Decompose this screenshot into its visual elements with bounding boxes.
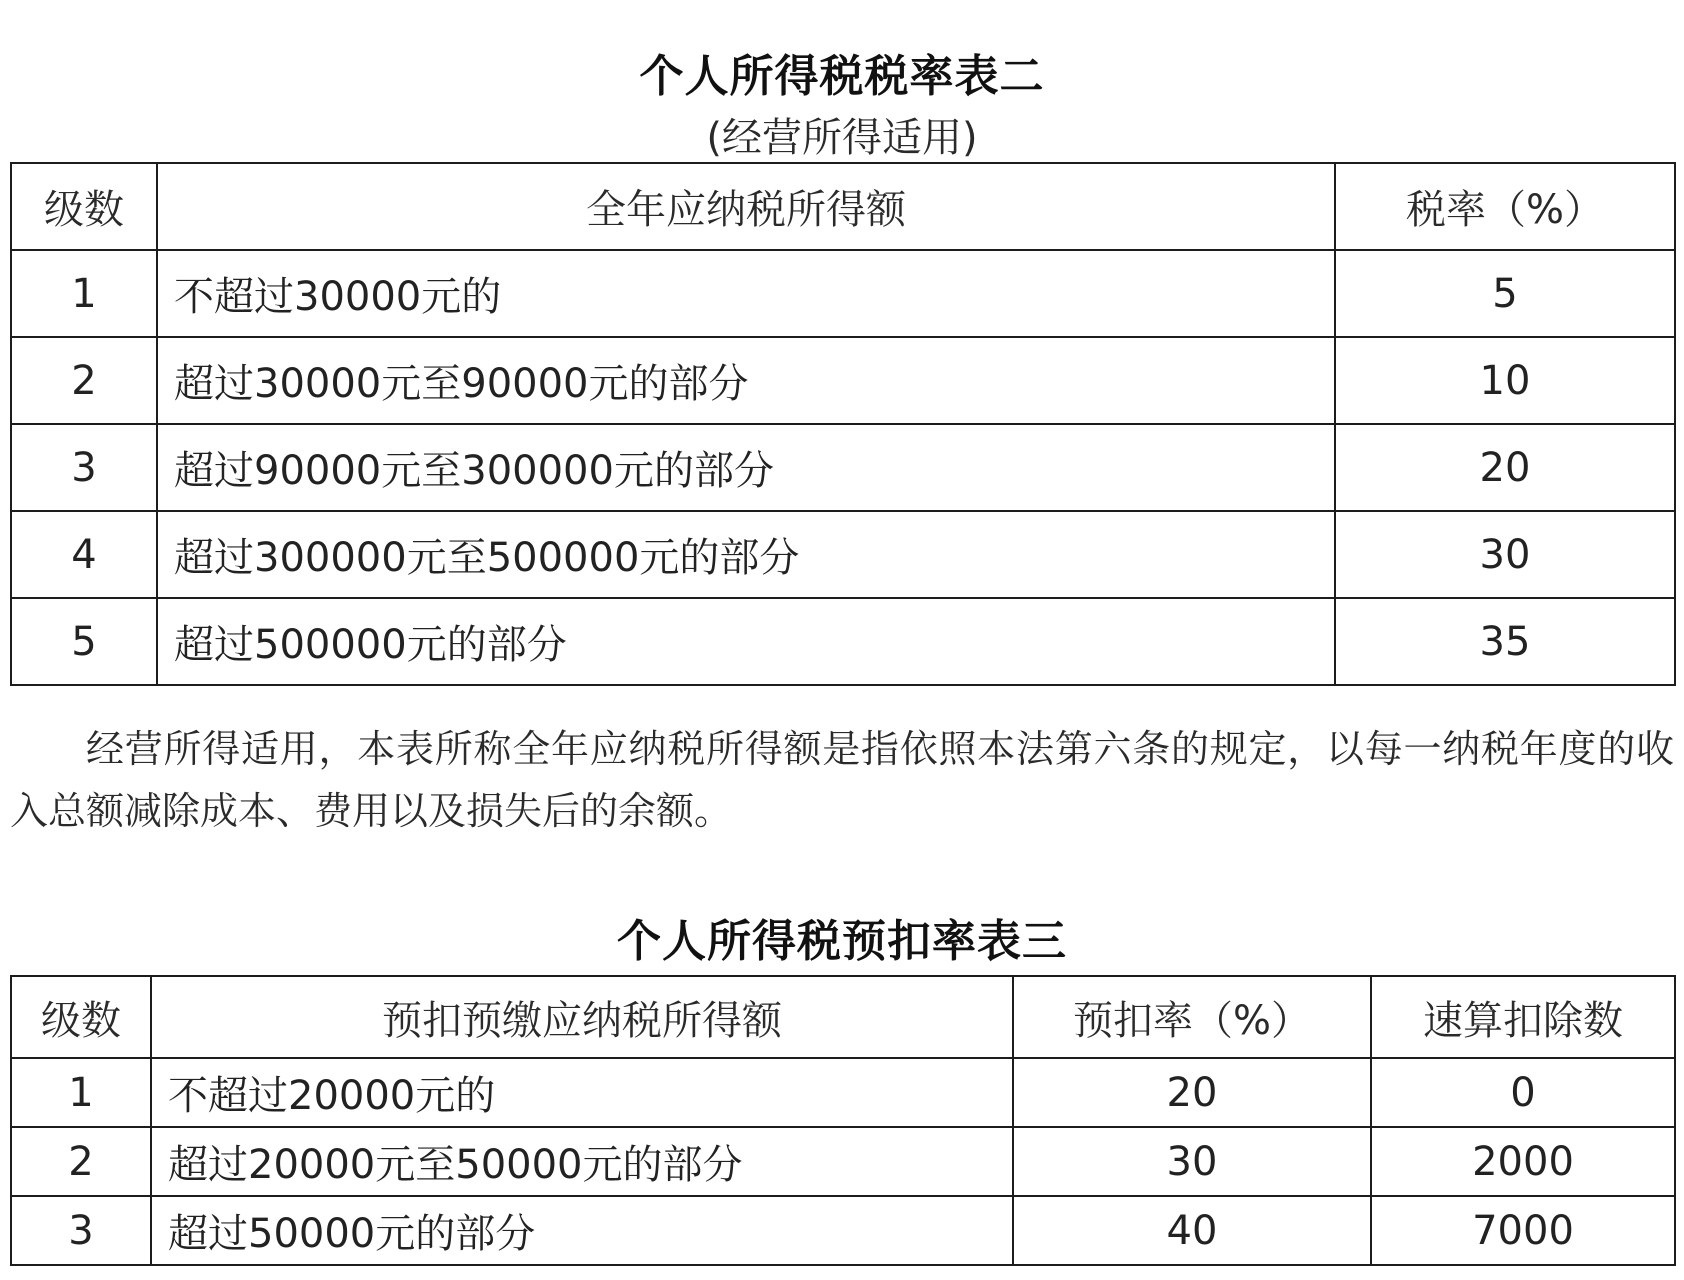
tax-rate-cell: 5 (1335, 250, 1675, 337)
withholding-rate-table-3 (10, 975, 1676, 1266)
quick-deduction-cell: 7000 (1371, 1196, 1675, 1265)
column-header-income-range: 全年应纳税所得额 (157, 163, 1335, 250)
column-header-quick-deduction: 速算扣除数 (1371, 976, 1675, 1058)
table1-subtitle: (经营所得适用) (706, 115, 978, 161)
income-range-cell: 超过500000元的部分 (157, 598, 1335, 685)
level-cell: 3 (11, 1196, 151, 1265)
table-row (11, 250, 1675, 337)
income-range-cell: 超过20000元至50000元的部分 (151, 1127, 1013, 1196)
table-header-row (11, 163, 1675, 250)
table1-title: 个人所得税税率表二 (639, 51, 1045, 102)
tax-rate-cell: 10 (1335, 337, 1675, 424)
income-range-cell: 超过50000元的部分 (151, 1196, 1013, 1265)
level-cell: 2 (11, 337, 157, 424)
withholding-rate-cell: 30 (1013, 1127, 1371, 1196)
column-header-level: 级数 (11, 163, 157, 250)
table-row (11, 424, 1675, 511)
income-range-cell: 超过30000元至90000元的部分 (157, 337, 1335, 424)
column-header-income-range: 预扣预缴应纳税所得额 (151, 976, 1013, 1058)
withholding-rate-cell: 40 (1013, 1196, 1371, 1265)
table-header-row (11, 976, 1675, 1058)
level-cell: 3 (11, 424, 157, 511)
income-range-cell: 超过300000元至500000元的部分 (157, 511, 1335, 598)
tax-rate-cell: 20 (1335, 424, 1675, 511)
table-row (11, 1196, 1675, 1265)
level-cell: 5 (11, 598, 157, 685)
quick-deduction-cell: 0 (1371, 1058, 1675, 1127)
income-range-cell: 超过90000元至300000元的部分 (157, 424, 1335, 511)
table-row (11, 598, 1675, 685)
tax-rate-cell: 30 (1335, 511, 1675, 598)
level-cell: 2 (11, 1127, 151, 1196)
level-cell: 1 (11, 250, 157, 337)
column-header-level: 级数 (11, 976, 151, 1058)
table1-footnote: 经营所得适用，本表所称全年应纳税所得额是指依照本法第六条的规定，以每一纳税年度的收入总额减除成本、费用以及损失后的余额。 (10, 727, 1674, 833)
income-range-cell: 不超过30000元的 (157, 250, 1335, 337)
column-header-withholding-rate: 预扣率（%） (1013, 976, 1371, 1058)
income-range-cell: 不超过20000元的 (151, 1058, 1013, 1127)
table2-title: 个人所得税预扣率表三 (617, 916, 1067, 967)
tax-rate-table-2 (10, 162, 1676, 686)
table-row (11, 1127, 1675, 1196)
tax-rate-cell: 35 (1335, 598, 1675, 685)
withholding-rate-cell: 20 (1013, 1058, 1371, 1127)
column-header-tax-rate: 税率（%） (1335, 163, 1675, 250)
level-cell: 1 (11, 1058, 151, 1127)
quick-deduction-cell: 2000 (1371, 1127, 1675, 1196)
table-row (11, 1058, 1675, 1127)
table-row (11, 511, 1675, 598)
level-cell: 4 (11, 511, 157, 598)
table-row (11, 337, 1675, 424)
